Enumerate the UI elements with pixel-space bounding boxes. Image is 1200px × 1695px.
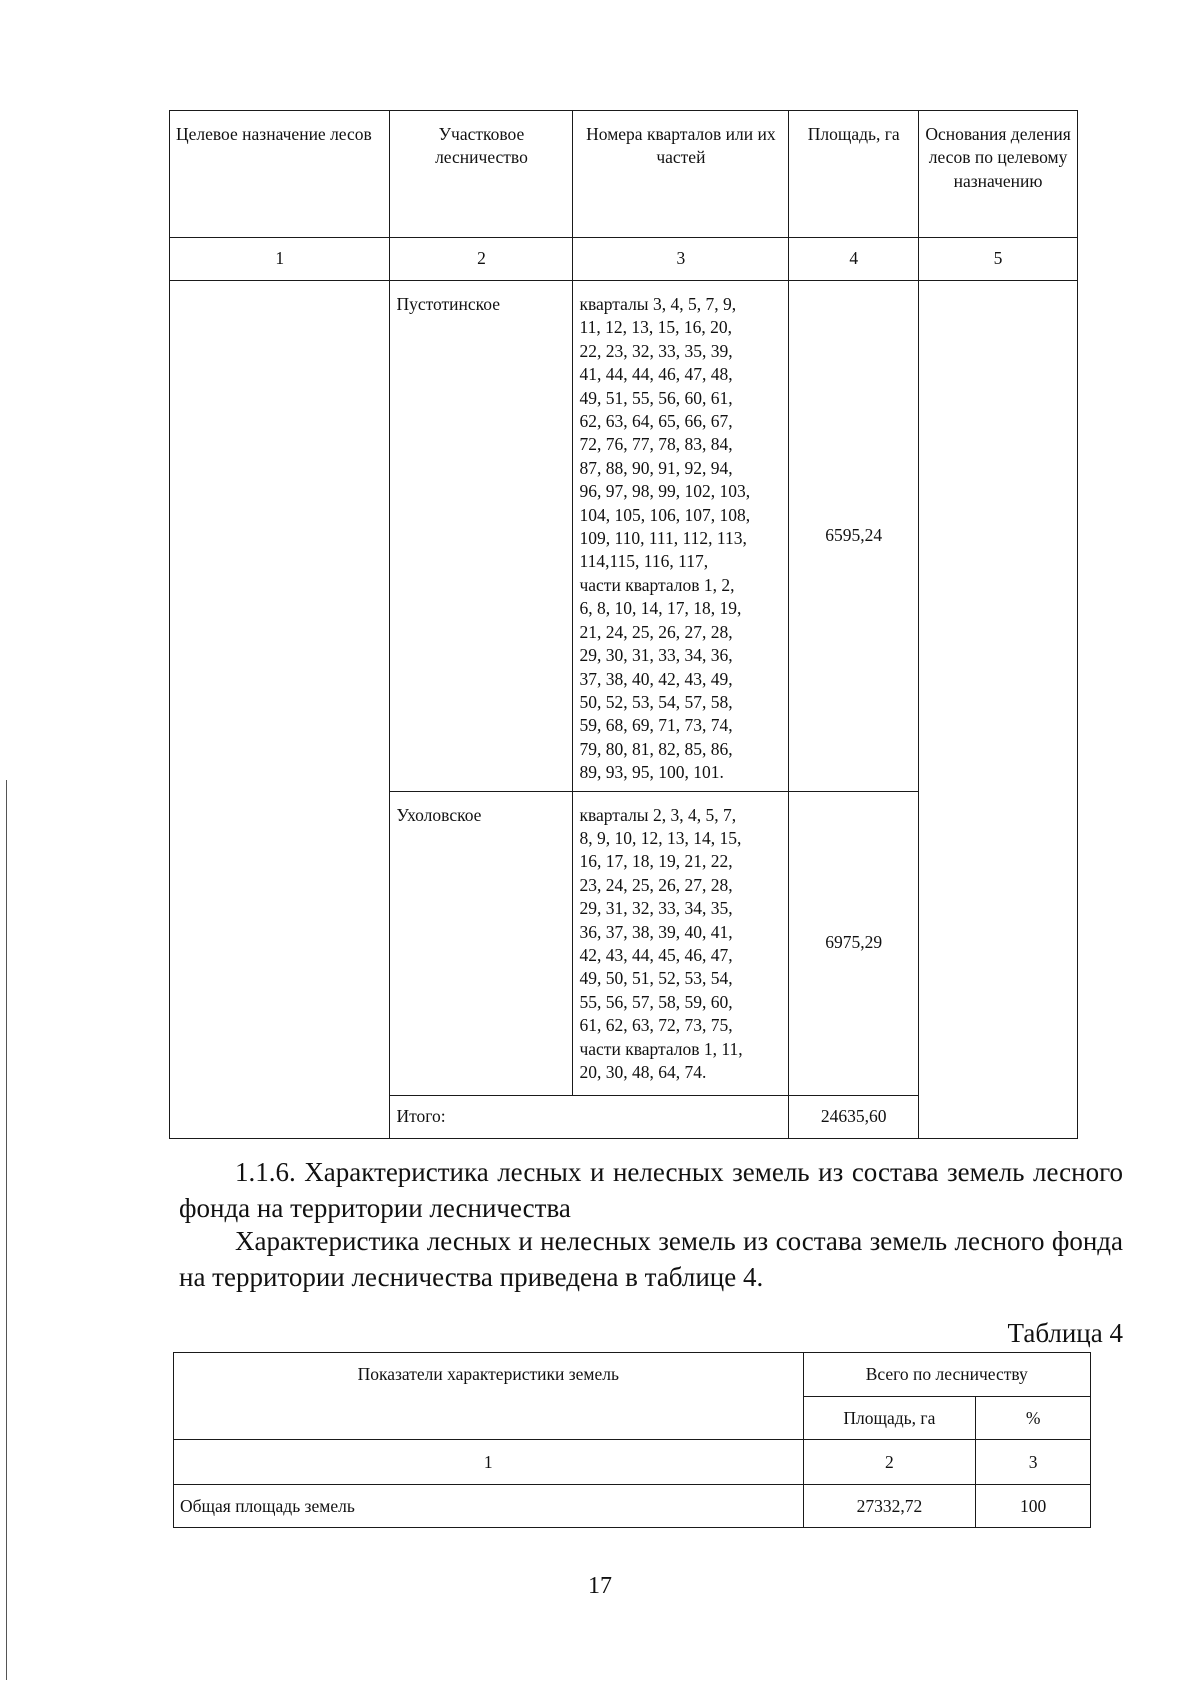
table-header-row — [170, 111, 1078, 238]
header-total-forestry: Всего по лесничеству — [803, 1353, 1090, 1397]
quarters-line: 62, 63, 64, 65, 66, 67, — [579, 411, 733, 432]
total-value: 24635,60 — [789, 1095, 919, 1138]
colnum-1: 1 — [170, 238, 390, 281]
colnum-3: 3 — [573, 238, 789, 281]
scan-edge-line — [6, 780, 7, 1680]
area-value: 6975,29 — [789, 791, 919, 1095]
quarters-line: кварталы 2, 3, 4, 5, 7, — [579, 804, 737, 825]
quarters-line: 6, 8, 10, 14, 17, 18, 19, — [579, 598, 742, 619]
quarters-line: 16, 17, 18, 19, 21, 22, — [579, 851, 733, 872]
quarters-line: 36, 37, 38, 39, 40, 41, — [579, 921, 733, 942]
table-row — [174, 1485, 1091, 1528]
section-paragraph — [179, 1223, 1123, 1295]
quarters-line: 41, 44, 44, 46, 47, 48, — [579, 364, 733, 385]
quarters-line: части кварталов 1, 2, — [579, 574, 735, 595]
quarters-line: кварталы 3, 4, 5, 7, 9, — [579, 294, 737, 314]
header-area: Площадь, га — [803, 1397, 976, 1440]
quarters-line: 104, 105, 106, 107, 108, — [579, 504, 751, 525]
quarters-line: 23, 24, 25, 26, 27, 28, — [579, 874, 733, 895]
quarters-line: 50, 52, 53, 54, 57, 58, — [579, 691, 733, 712]
quarters-line: 114,115, 116, 117, — [579, 551, 709, 572]
total-label: Итого: — [390, 1095, 789, 1138]
quarters-line: 29, 31, 32, 33, 34, 35, — [579, 898, 733, 919]
quarters-line: 29, 30, 31, 33, 34, 36, — [579, 645, 733, 666]
forest-purpose-cell — [170, 281, 390, 1139]
table-caption: Таблица 4 — [1007, 1318, 1123, 1348]
header-area: Площадь, га — [789, 111, 919, 238]
colnum-1: 1 — [174, 1440, 804, 1485]
header-quarters: Номера кварталов или их частей — [573, 111, 789, 238]
quarters-line: 96, 97, 98, 99, 102, 103, — [579, 481, 751, 502]
forestry-name: Пустотинское — [390, 281, 573, 792]
table-row — [170, 281, 1078, 792]
column-number-row — [174, 1440, 1091, 1485]
quarters-line: 49, 51, 55, 56, 60, 61, — [579, 387, 733, 408]
column-number-row — [170, 238, 1078, 281]
quarters-line: 37, 38, 40, 42, 43, 49, — [579, 668, 733, 689]
forest-purpose-table — [169, 110, 1078, 1139]
quarters-line: 79, 80, 81, 82, 85, 86, — [579, 738, 733, 759]
colnum-5: 5 — [919, 238, 1078, 281]
quarters-list — [573, 791, 789, 1095]
colnum-2: 2 — [803, 1440, 976, 1485]
table-header-row — [174, 1353, 1091, 1397]
section-heading-text: 1.1.6. Характеристика лесных и нелесных земель из состава земель лесного фонда на территории лесничества — [179, 1157, 1123, 1223]
section-paragraph-text: Характеристика лесных и нелесных земель из состава земель лесного фонда на территории лесничества приведена в таблице 4. — [179, 1226, 1123, 1292]
header-forest-purpose: Целевое назначение лесов — [170, 111, 390, 238]
land-characteristics-table — [173, 1352, 1091, 1528]
header-indicator: Показатели характеристики земель — [174, 1353, 804, 1440]
page-number: 17 — [588, 1573, 612, 1599]
quarters-line: 49, 50, 51, 52, 53, 54, — [579, 968, 733, 989]
header-basis: Основания деления лесов по целевому назначению — [919, 111, 1078, 238]
row-label: Общая площадь земель — [174, 1485, 804, 1528]
quarters-line: 42, 43, 44, 45, 46, 47, — [579, 944, 733, 965]
header-percent: % — [976, 1397, 1091, 1440]
quarters-line: 89, 93, 95, 100, 101. — [579, 762, 724, 783]
area-value: 6595,24 — [789, 281, 919, 792]
quarters-line: части кварталов 1, 11, — [579, 1038, 743, 1059]
quarters-line: 87, 88, 90, 91, 92, 94, — [579, 457, 733, 478]
quarters-line: 59, 68, 69, 71, 73, 74, — [579, 715, 733, 736]
quarters-line: 55, 56, 57, 58, 59, 60, — [579, 991, 733, 1012]
section-heading — [179, 1154, 1123, 1226]
quarters-line: 20, 30, 48, 64, 74. — [579, 1062, 707, 1082]
basis-cell — [919, 281, 1078, 1139]
row-area: 27332,72 — [803, 1485, 976, 1528]
quarters-line: 72, 76, 77, 78, 83, 84, — [579, 434, 733, 455]
colnum-3: 3 — [976, 1440, 1091, 1485]
quarters-line: 22, 23, 32, 33, 35, 39, — [579, 340, 733, 361]
forestry-name: Ухоловское — [390, 791, 573, 1095]
colnum-2: 2 — [390, 238, 573, 281]
row-percent: 100 — [976, 1485, 1091, 1528]
quarters-line: 109, 110, 111, 112, 113, — [579, 528, 747, 549]
quarters-line: 8, 9, 10, 12, 13, 14, 15, — [579, 827, 742, 848]
quarters-line: 61, 62, 63, 72, 73, 75, — [579, 1015, 733, 1036]
quarters-line: 21, 24, 25, 26, 27, 28, — [579, 621, 733, 642]
header-forestry: Участковое лесничество — [390, 111, 573, 238]
colnum-4: 4 — [789, 238, 919, 281]
quarters-line: 11, 12, 13, 15, 16, 20, — [579, 317, 732, 338]
quarters-list — [573, 281, 789, 792]
